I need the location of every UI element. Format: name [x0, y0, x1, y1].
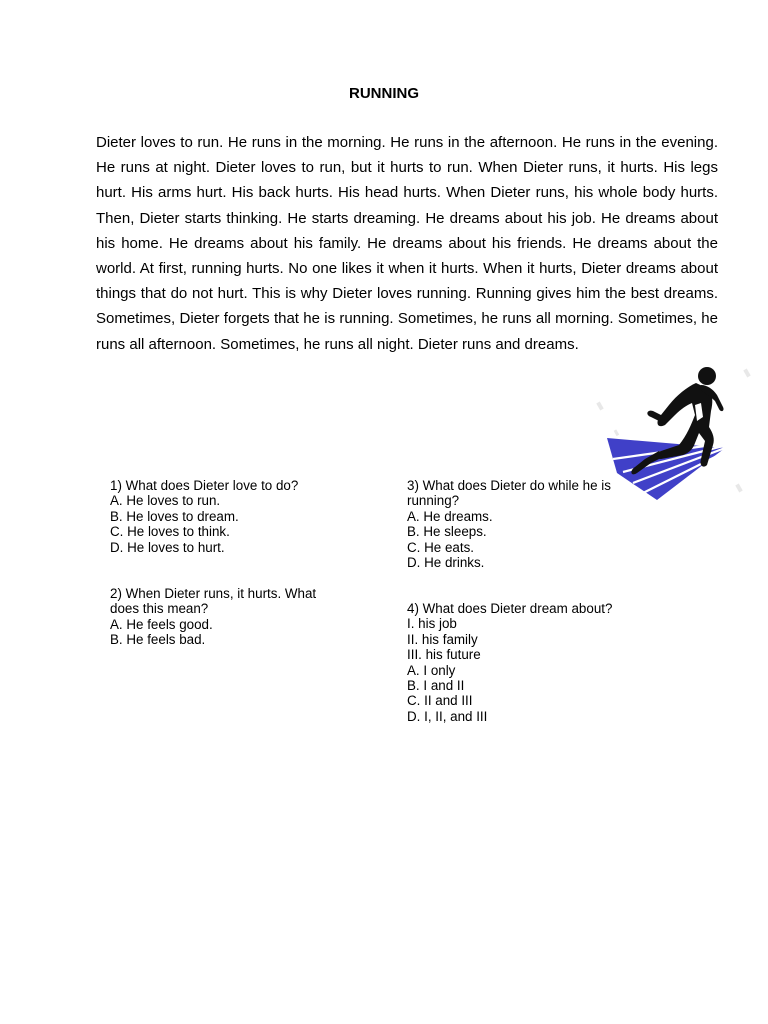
answer-option: D. He loves to hurt.: [110, 539, 225, 555]
roman-item: I. his job: [407, 616, 457, 632]
answer-option: B. He loves to dream.: [110, 508, 239, 524]
question-4: [407, 601, 647, 724]
roman-item: III. his future: [407, 647, 481, 663]
answer-option: C. II and III: [407, 693, 473, 709]
question-prompt: 3) What does Dieter do while he is: [407, 478, 611, 493]
answer-option: D. I, II, and III: [407, 708, 488, 724]
question-1: [110, 478, 370, 555]
question-prompt-continued: does this mean?: [110, 601, 209, 617]
answer-option: C. He loves to think.: [110, 524, 230, 540]
answer-option: B. He sleeps.: [407, 524, 487, 540]
question-prompt: 4) What does Dieter dream about?: [407, 601, 613, 616]
roman-item: II. his family: [407, 631, 478, 647]
page-title: RUNNING: [349, 85, 419, 102]
answer-option: B. I and II: [407, 678, 465, 694]
answer-option: A. He loves to run.: [110, 493, 221, 509]
answer-option: A. He dreams.: [407, 508, 493, 524]
question-3: [407, 478, 647, 570]
answer-option: C. He eats.: [407, 539, 474, 555]
question-prompt-continued: running?: [407, 493, 460, 509]
story-paragraph: Dieter loves to run. He runs in the morning. He runs in the afternoon. He runs in the evening. He runs at night. Dieter loves to run, but it hurts to run. When Dieter runs, it hurts. His legs hurt. His arms hurt. His back hurts. His head hurts. When Dieter runs, his whole body hurts. Then, Dieter starts thinking. He starts dreaming. He dreams about his job. He dreams about his home. He dreams about his family. He dreams about his friends. He dreams about the world. At first, running hurts. No one likes it when it hurts. When it hurts, Dieter dreams about things that do not hurt. This is why Dieter loves running. Running gives him the best dreams. Sometimes, Dieter forgets that he is running. Sometimes, he runs all morning. Sometimes, he runs all afternoon. Sometimes, he runs all night. Dieter runs and dreams.: [96, 134, 718, 353]
question-prompt: 2) When Dieter runs, it hurts. What: [110, 586, 317, 601]
answer-option: D. He drinks.: [407, 555, 485, 571]
question-prompt: 1) What does Dieter love to do?: [110, 478, 299, 493]
answer-option: B. He feels bad.: [110, 632, 206, 648]
question-2: [110, 586, 370, 648]
answer-option: A. I only: [407, 662, 456, 678]
answer-option: A. He feels good.: [110, 616, 213, 632]
